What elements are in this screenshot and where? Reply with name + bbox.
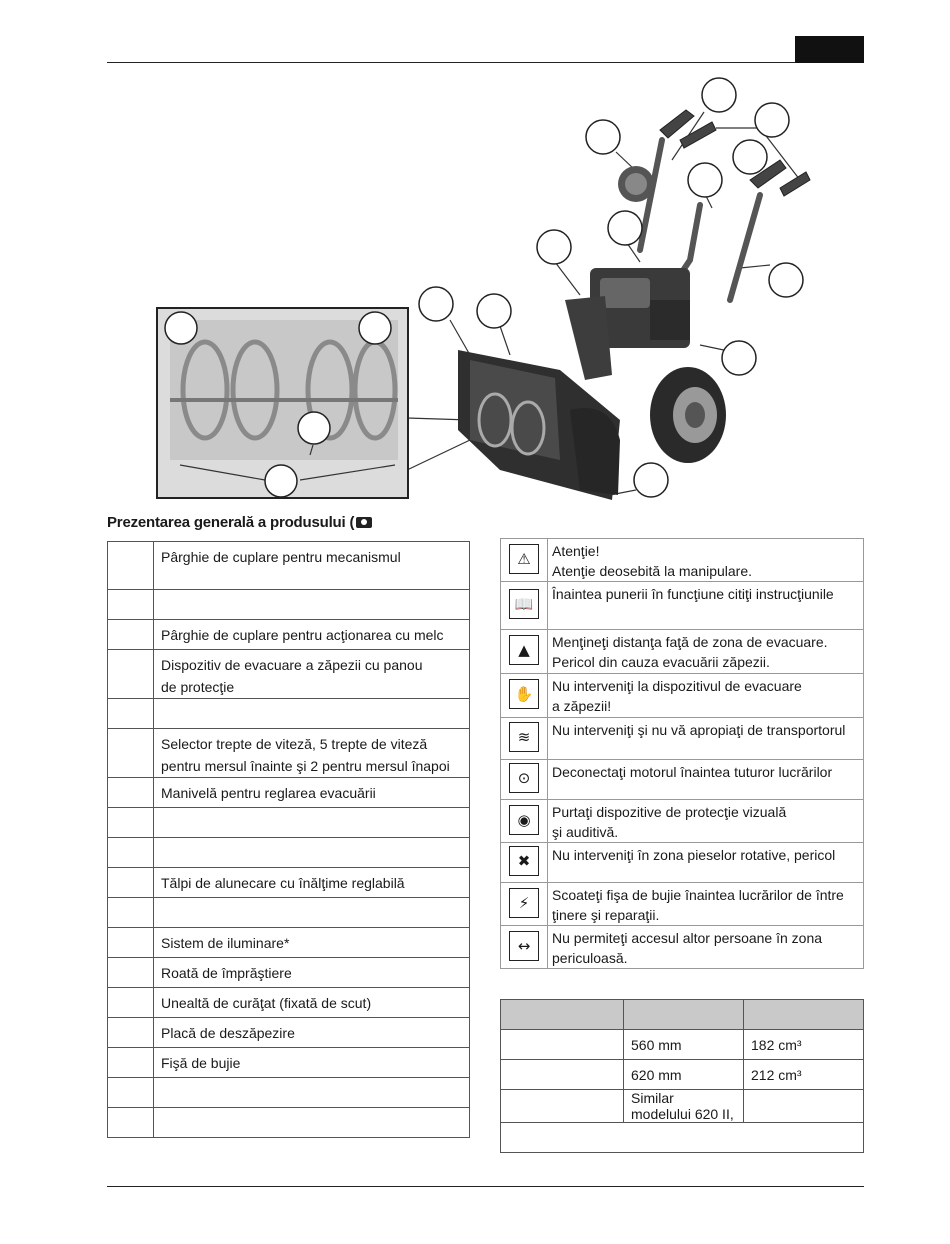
camera-icon [356,517,372,528]
safety-symbol-row [501,800,864,843]
safety-icon-cell [501,718,548,760]
part-description: Manivelă pentru reglarea evacuării [154,778,470,808]
part-number-cell [108,1078,154,1108]
model-cell [501,1060,624,1090]
part-row [108,1018,470,1048]
part-number-cell [108,1108,154,1138]
safety-icon-cell [501,800,548,843]
part-description [154,808,470,838]
model-cell: Similar modelului 620 II, [624,1090,744,1123]
part-row [108,650,470,699]
header-rule [107,62,864,63]
model-cell [501,1090,624,1123]
model-row [501,1030,864,1060]
part-description [154,1078,470,1108]
product-illustration [150,70,840,505]
part-row [108,838,470,868]
parts-table [107,541,470,1138]
section-title [107,514,372,531]
part-number-cell [108,808,154,838]
safety-symbol-row [501,760,864,800]
part-number-cell [108,868,154,898]
model-cell [744,1090,864,1123]
part-number-cell [108,590,154,620]
part-row [108,699,470,729]
part-number-cell [108,620,154,650]
safety-symbol-row [501,883,864,926]
part-description [154,838,470,868]
part-description [154,898,470,928]
model-cell: 560 mm [624,1030,744,1060]
model-row-empty [501,1123,864,1153]
part-row [108,868,470,898]
part-description: Tălpi de alunecare cu înălţime reglabilă [154,868,470,898]
models-header-row [501,1000,864,1030]
safety-symbol-row [501,674,864,718]
section-title-text: Prezentarea generală a produsului ( [107,514,355,531]
safety-symbol-row [501,539,864,582]
models-header-cell [624,1000,744,1030]
read-manual-icon: 📖 [509,589,539,619]
part-row [108,620,470,650]
safety-text: Deconectaţi motorul înaintea tuturor lucrărilor [548,760,864,800]
part-row [108,898,470,928]
part-description: Unealtă de curăţat (fixată de scut) [154,988,470,1018]
part-row [108,1108,470,1138]
eye-ear-protection-icon: ◉ [509,805,539,835]
safety-text: Purtaţi dispozitive de protecţie vizuală şi auditivă. [548,800,864,843]
part-row [108,1048,470,1078]
part-description [154,590,470,620]
hand-impeller-icon: ✋ [509,679,539,709]
model-cell: 620 mm [624,1060,744,1090]
keep-away-persons-icon: ↔ [509,931,539,961]
part-description [154,699,470,729]
part-number-cell [108,898,154,928]
safety-icon-cell [501,760,548,800]
part-number-cell [108,542,154,590]
safety-icon-cell [501,926,548,969]
safety-text: Nu interveniţi în zona pieselor rotative, pericol [548,843,864,883]
part-number-cell [108,778,154,808]
part-description [154,1108,470,1138]
safety-symbol-row [501,843,864,883]
models-header-cell [501,1000,624,1030]
part-row [108,778,470,808]
models-table [500,999,864,1153]
stop-engine-icon: ⊙ [509,763,539,793]
part-number-cell [108,988,154,1018]
part-row [108,808,470,838]
part-description: Dispozitiv de evacuare a zăpezii cu panou de protecţie [154,650,470,699]
part-description: Selector trepte de viteză, 5 trepte de viteză pentru mersul înainte şi 2 pentru mersul înapoi [154,729,470,778]
part-row [108,729,470,778]
rotating-parts-icon: ✖ [509,846,539,876]
part-number-cell [108,928,154,958]
part-description: Placă de deszăpezire [154,1018,470,1048]
part-number-cell [108,650,154,699]
model-cell [501,1123,864,1153]
part-description: Sistem de iluminare* [154,928,470,958]
part-number-cell [108,838,154,868]
part-number-cell [108,1048,154,1078]
part-row [108,928,470,958]
safety-icon-cell [501,843,548,883]
auger-hazard-icon: ≋ [509,722,539,752]
model-cell [501,1030,624,1060]
ejection-hazard-icon: ▲ [509,635,539,665]
part-number-cell [108,729,154,778]
model-row [501,1060,864,1090]
part-description: Pârghie de cuplare pentru acţionarea cu melc [154,620,470,650]
part-number-cell [108,1018,154,1048]
part-number-cell [108,699,154,729]
part-description: Roată de împrăştiere [154,958,470,988]
part-description: Fişă de bujie [154,1048,470,1078]
header-tab-block [795,36,864,63]
footer-rule [107,1186,864,1187]
safety-text: Înaintea punerii în funcţiune citiţi instrucţiunile [548,582,864,630]
safety-text: Nu interveniţi şi nu vă apropiaţi de transportorul [548,718,864,760]
safety-symbol-row [501,718,864,760]
safety-icon-cell [501,883,548,926]
model-cell: 212 cm³ [744,1060,864,1090]
part-row [108,590,470,620]
safety-text: Nu permiteţi accesul altor persoane în zona periculoasă. [548,926,864,969]
safety-text: Atenţie! Atenţie deosebită la manipulare. [548,539,864,582]
safety-symbol-row [501,926,864,969]
models-header-cell [744,1000,864,1030]
safety-symbol-row [501,630,864,674]
part-description: Pârghie de cuplare pentru mecanismul [154,542,470,590]
part-number-cell [108,958,154,988]
safety-text: Scoateţi fişa de bujie înaintea lucrărilor de între ţinere şi reparaţii. [548,883,864,926]
spark-plug-icon: ⚡ [509,888,539,918]
safety-icon-cell [501,630,548,674]
warning-triangle-icon: ⚠ [509,544,539,574]
safety-icon-cell [501,582,548,630]
safety-symbol-row [501,582,864,630]
safety-text: Menţineţi distanţa faţă de zona de evacuare. Pericol din cauza evacuării zăpezii. [548,630,864,674]
safety-icon-cell [501,539,548,582]
model-cell: 182 cm³ [744,1030,864,1060]
safety-text: Nu interveniţi la dispozitivul de evacuare a zăpezii! [548,674,864,718]
part-row [108,988,470,1018]
safety-symbols-table [500,538,864,969]
part-row [108,958,470,988]
part-row [108,1078,470,1108]
model-row [501,1090,864,1123]
part-row [108,542,470,590]
safety-icon-cell [501,674,548,718]
